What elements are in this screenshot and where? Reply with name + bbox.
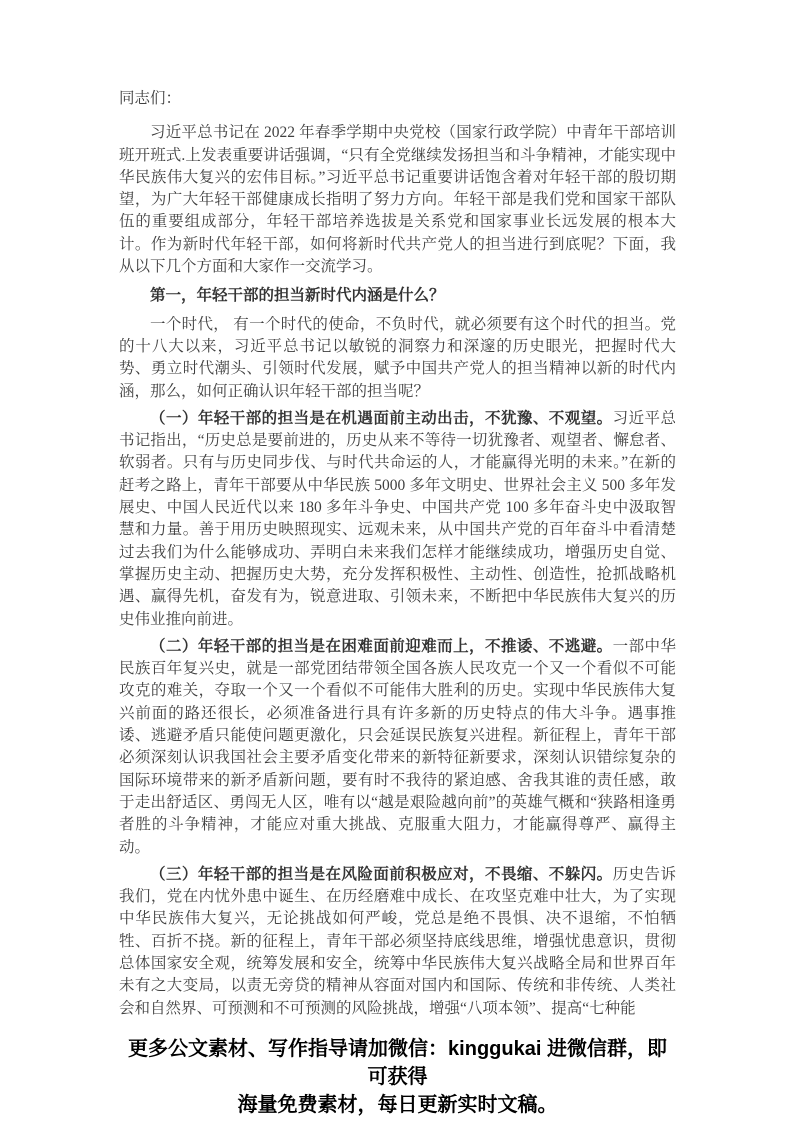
bold-lead-run: （二）年轻干部的担当是在困难面前迎难而上，不推诿、不逃避。 [150, 637, 613, 655]
promo-footer-line-2: 海量免费素材，每日更新实时文稿。 [237, 1093, 558, 1116]
body-paragraph [119, 864, 676, 1020]
bold-lead-run: （一）年轻干部的担当是在机遇面前主动出击，不犹豫、不观望。 [150, 409, 613, 427]
body-paragraph [119, 408, 676, 631]
body-paragraph [119, 122, 676, 278]
text-run: 一个时代， 有一个时代的使命，不负时代，就必须要有这个时代的担当。党的十八大以来，习近平总书记以敏锐的洞察力和深邃的历史眼光，把握时代大势、勇立时代潮头、引领时代发展，赋予中国共产党人的担当精神以新的时代内涵，那么，如何正确认识年轻干部的担当呢？ [119, 315, 676, 400]
section-heading [119, 285, 676, 307]
bold-lead-run: （三）年轻干部的担当是在风险面前积极应对，不畏缩、不躲闪。 [150, 865, 613, 883]
document-body [119, 88, 676, 1119]
bold-lead-run: 第一，年轻干部的担当新时代内涵是什么？ [150, 287, 445, 305]
text-run: 一部中华民族百年复兴史，就是一部党团结带领全国各族人民攻克一个又一个看似不可能攻克的难关，夺取一个又一个看似不可能伟大胜利的历史。实现中华民族伟大复兴前面的路还很长，必须准备进行具有许多新的历史特点的伟大斗争。遇事推诿、逃避矛盾只能使问题更激化，只会延误民族复兴进程。新征程上，青年干部必须深刻认识我国社会主要矛盾变化带来的新特征新要求，深刻认识错综复杂的国际环境带来的新矛盾新问题，要有时不我待的紧迫感、舍我其谁的责任感，敢于走出舒适区、勇闯无人区，唯有以“越是艰险越向前”的英雄气概和“狭路相逢勇者胜的斗争精神，才能应对重大挑战、克服重大阻力，才能赢得尊严、赢得主动。 [119, 637, 676, 856]
text-run: 习近平总书记指出，“历史总是要前进的，历史从来不等待一切犹豫者、观望者、懈怠者、软弱者。只有与历史同步伐、与时代共命运的人，才能赢得光明的未来。”在新的赶考之路上，青年干部要从中华民族 5000 多年文明史、世界社会主义 500 多年发展史、中国人民近代以来 180 多年斗争史、中国共产党 100 多年奋斗史中汲取智慧和力量。善于用历史映照现实、远观未来，从中国共产党的百年奋斗中看清楚过去我们为什么能够成功、弄明白未来我们怎样才能继续成功，增强历史自觉、掌握历史主动、把握历史大势，充分发挥积极性、主动性、创造性，抢抓战略机遇、赢得先机，奋发有为，锐意进取、引领未来，不断把中华民族伟大复兴的历史伟业推向前进。 [119, 409, 676, 628]
salutation: 同志们： [119, 90, 182, 107]
promo-footer [119, 1035, 676, 1119]
body-paragraph [119, 314, 676, 403]
document-paragraphs [119, 122, 676, 1020]
text-run: 历史告诉我们，党在内忧外患中诞生、在历经磨难中成长、在攻坚克难中壮大，为了实现中华民族伟大复兴，无论挑战如何严峻，党总是绝不畏惧、决不退缩，不怕牺牲、百折不挠。新的征程上，青年干部必须坚持底线思维，增强忧患意识，贯彻总体国家安全观，统筹发展和安全，统筹中华民族伟大复兴战略全局和世界百年未有之大变局，以责无旁贷的精神从容面对国内和国际、传统和非传统、人类社会和自然界、可预测和不可预测的风险挑战，增强“八项本领”、提高“七种能 [119, 865, 676, 1017]
body-paragraph [119, 636, 676, 859]
text-run: 习近平总书记在 2022 年春季学期中央党校（国家行政学院）中青年干部培训班开班式.上发表重要讲话强调，“只有全党继续发扬担当和斗争精神，才能实现中华民族伟大复兴的宏伟目标。”习近平总书记重要讲话饱含着对年轻干部的殷切期望，为广大年轻干部健康成长指明了努力方向。年轻干部是我们党和国家干部队伍的重要组成部分，年轻干部培养选拔是关系党和国家事业长远发展的根本大计。作为新时代年轻干部，如何将新时代共产党人的担当进行到底呢？下面，我从以下几个方面和大家作一交流学习。 [119, 124, 676, 276]
promo-footer-line-1: 更多公文素材、写作指导请加微信：kinggukai 进微信群，即可获得 [128, 1037, 667, 1088]
